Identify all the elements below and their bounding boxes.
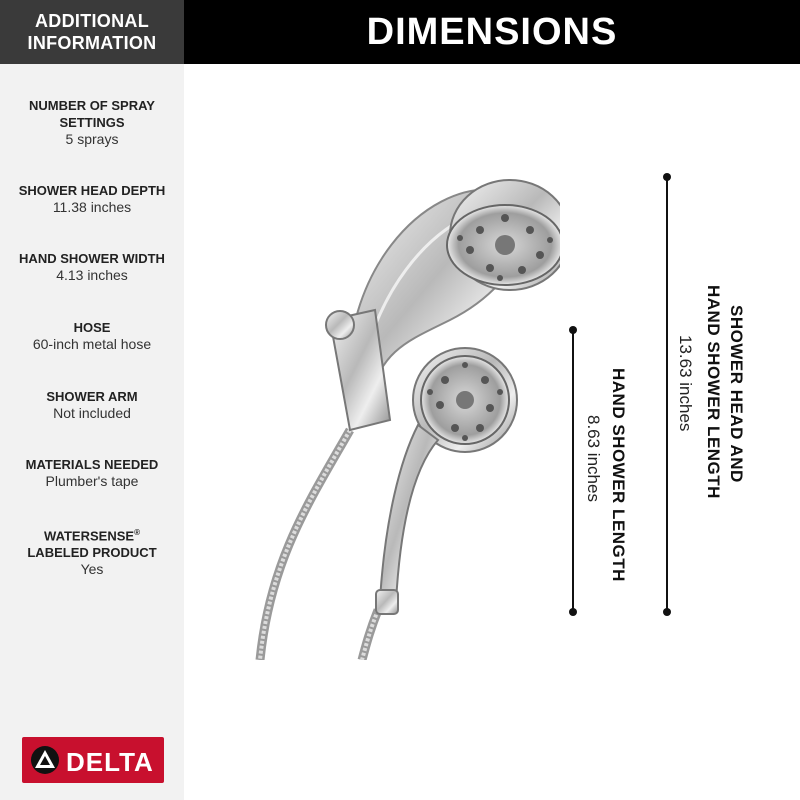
delta-emblem-icon (30, 745, 60, 775)
dimension-value-total: 13.63 inches (676, 335, 695, 432)
spec-watersense (0, 524, 184, 578)
sidebar-header (0, 0, 184, 64)
dimension-label-hand: HAND SHOWER LENGTH (609, 368, 628, 582)
dimension-label-total-line1: SHOWER HEAD AND (727, 305, 746, 483)
spec-label: HAND SHOWER WIDTH (19, 251, 165, 266)
spec-label: NUMBER OF SPRAY SETTINGS (29, 98, 155, 130)
main-header (184, 0, 800, 64)
shower-product-illustration (200, 160, 560, 660)
dimension-endpoint (663, 608, 671, 616)
sidebar (0, 0, 184, 800)
spec-shower-arm (0, 388, 184, 422)
delta-wordmark: DELTA (66, 747, 154, 777)
spec-value: 5 sprays (65, 131, 119, 147)
spec-label-line2: LABELED PRODUCT (27, 545, 157, 561)
dimension-value-hand: 8.63 inches (584, 415, 603, 502)
sidebar-header-line2: INFORMATION (27, 33, 157, 53)
spec-shower-head-depth (0, 182, 184, 216)
spec-label: SHOWER HEAD DEPTH (18, 183, 166, 198)
spec-label: MATERIALS NEEDED (25, 457, 159, 472)
spec-value: 60-inch metal hose (32, 336, 152, 352)
dimension-endpoint (569, 608, 577, 616)
dimension-label-total-line2: HAND SHOWER LENGTH (704, 285, 723, 499)
dimension-endpoint (569, 326, 577, 334)
spec-label: SHOWER ARM (46, 389, 138, 404)
spec-value: Plumber's tape (45, 473, 139, 489)
spec-label (0, 524, 184, 561)
sidebar-header-line1: ADDITIONAL (35, 11, 149, 31)
spec-label-line1: WATERSENSE (44, 528, 135, 544)
spec-hand-shower-width (0, 250, 184, 284)
spec-materials-needed (0, 456, 184, 490)
registered-mark: ® (134, 528, 140, 537)
spec-value: Not included (53, 405, 131, 421)
dimension-endpoint (663, 173, 671, 181)
spec-value: Yes (80, 561, 104, 578)
spec-spray-settings (0, 97, 184, 148)
spec-value: 11.38 inches (52, 199, 132, 215)
delta-logo (22, 737, 164, 783)
page-title: DIMENSIONS (366, 10, 618, 53)
spec-hose (0, 319, 184, 353)
spec-label: HOSE (73, 320, 111, 335)
spec-value: 4.13 inches (56, 267, 128, 283)
